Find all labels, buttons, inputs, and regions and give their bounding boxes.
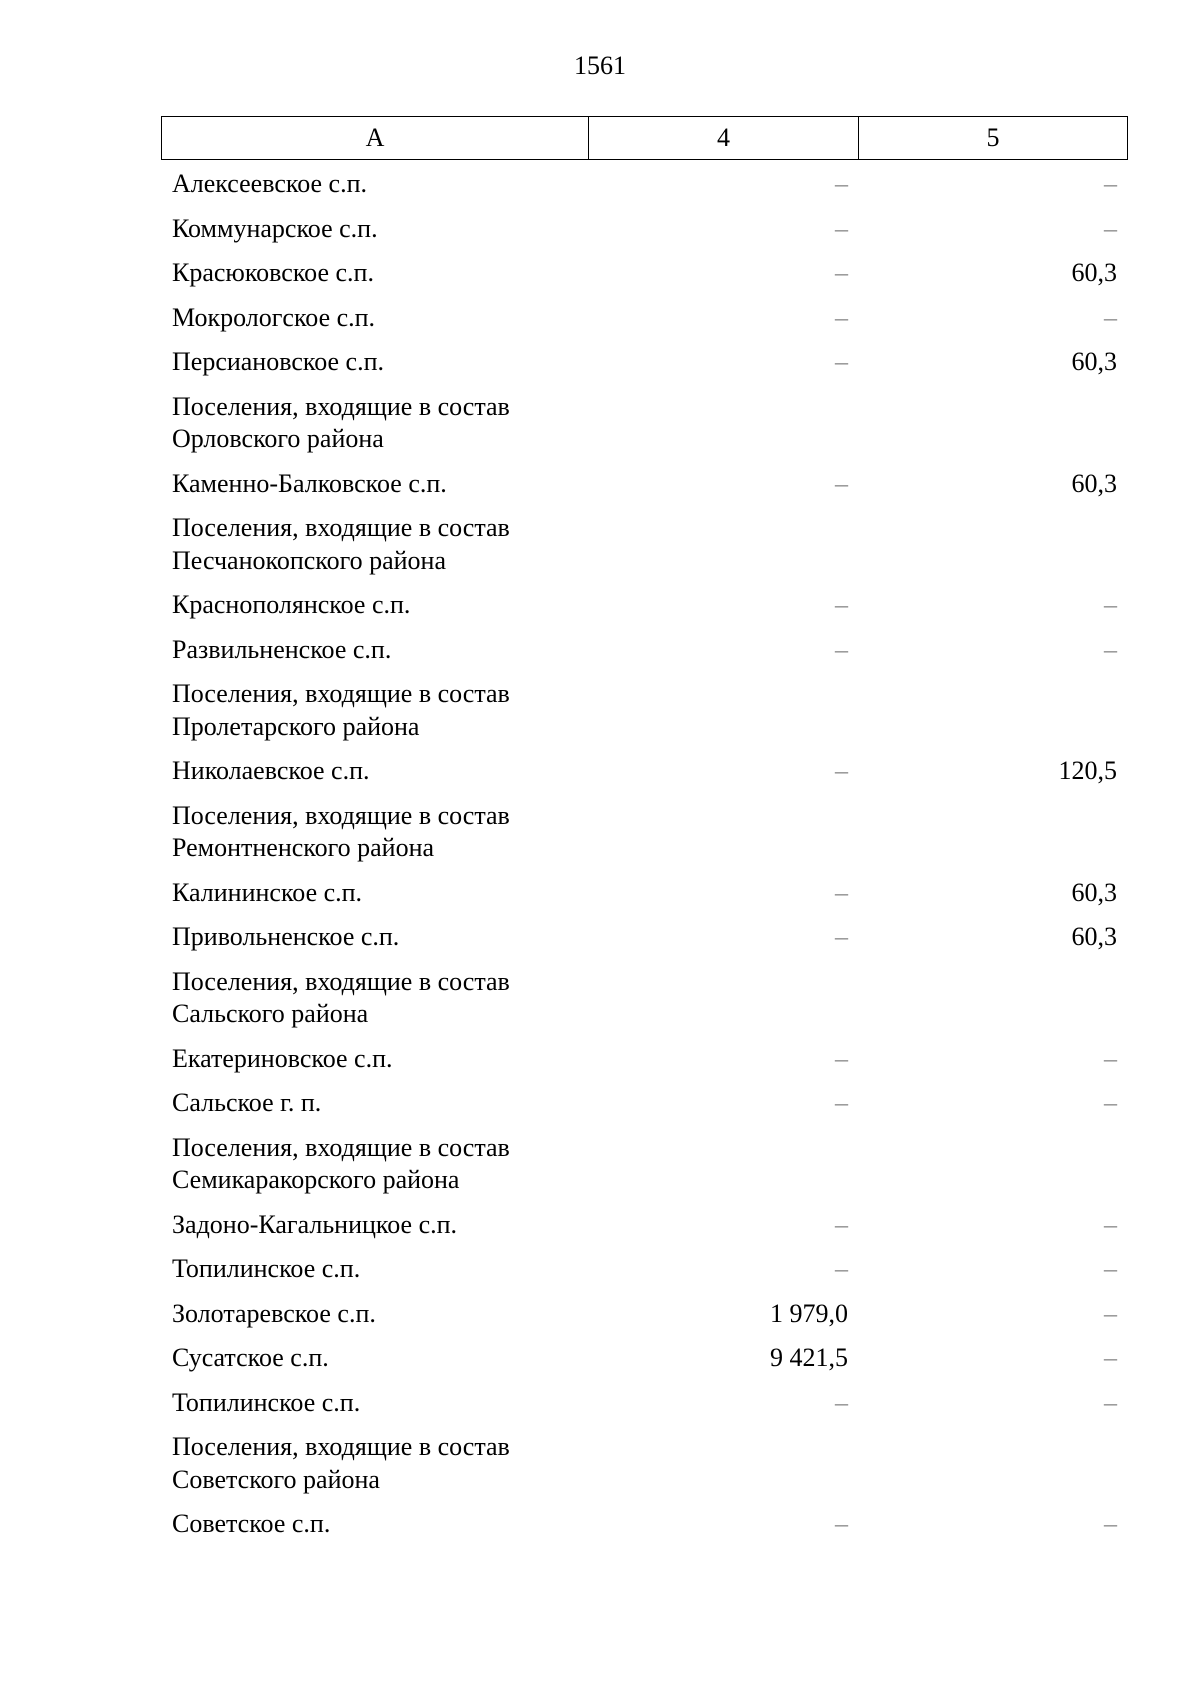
value-col-4: – — [835, 302, 848, 332]
table-row — [161, 1427, 1128, 1504]
settlement-name: Развильненское с.п. — [172, 634, 392, 664]
settlement-name: Николаевское с.п. — [172, 756, 370, 785]
value-col-4: – — [835, 1209, 848, 1239]
settlement-name: Золотаревское с.п. — [172, 1298, 376, 1328]
value-col-4: – — [835, 634, 848, 664]
value-col-5: – — [1104, 1254, 1117, 1283]
settlement-name: Поселения, входящие в состав Советского района — [172, 1432, 510, 1494]
table-row — [161, 1338, 1128, 1383]
value-col-4: – — [835, 756, 848, 785]
table-row — [161, 464, 1128, 509]
settlement-name: Поселения, входящие в состав Семикаракорского района — [172, 1132, 510, 1194]
table-body — [161, 164, 1128, 1549]
table-row — [161, 164, 1128, 209]
settlement-name: Калининское с.п. — [172, 877, 363, 907]
value-col-4: 1 979,0 — [770, 1298, 848, 1328]
settlement-name: Советское с.п. — [172, 1509, 331, 1538]
value-col-4: – — [835, 1509, 848, 1538]
value-col-5: 60,3 — [1071, 347, 1117, 376]
value-col-4: – — [835, 877, 848, 907]
value-col-5: – — [1104, 1209, 1117, 1239]
settlement-name: Задоно-Кагальницкое с.п. — [172, 1209, 458, 1239]
table-header — [161, 116, 1128, 160]
header-col-4: 4 — [589, 117, 859, 159]
table-row — [161, 1083, 1128, 1128]
value-col-4: – — [835, 1088, 848, 1117]
value-col-5: – — [1104, 1088, 1117, 1117]
page-number: 1561 — [574, 51, 626, 80]
table-row — [161, 508, 1128, 585]
settlement-name: Екатериновское с.п. — [172, 1043, 393, 1073]
settlement-name: Коммунарское с.п. — [172, 213, 378, 243]
table-row — [161, 674, 1128, 751]
settlement-name: Топилинское с.п. — [172, 1387, 361, 1417]
table-row — [161, 796, 1128, 873]
value-col-5: – — [1104, 169, 1117, 198]
value-col-5: – — [1104, 1298, 1117, 1328]
settlement-name: Привольненское с.п. — [172, 922, 400, 951]
settlement-name: Сальское г. п. — [172, 1088, 322, 1117]
settlement-name: Сусатское с.п. — [172, 1343, 329, 1372]
settlement-name: Красюковское с.п. — [172, 258, 374, 287]
value-col-4: – — [835, 347, 848, 376]
value-col-5: 60,3 — [1071, 258, 1117, 287]
value-col-5: – — [1104, 1343, 1117, 1372]
header-col-a: А — [162, 117, 589, 159]
value-col-5: 120,5 — [1058, 756, 1117, 785]
table-row — [161, 962, 1128, 1039]
value-col-4: – — [835, 213, 848, 243]
table-row — [161, 209, 1128, 254]
table-row — [161, 1039, 1128, 1084]
settlement-name: Топилинское с.п. — [172, 1254, 361, 1283]
settlement-name: Поселения, входящие в состав Сальского района — [172, 966, 510, 1028]
table-row — [161, 1294, 1128, 1339]
value-col-4: – — [835, 169, 848, 198]
value-col-5: – — [1104, 634, 1117, 664]
value-col-5: – — [1104, 1509, 1117, 1538]
table-row — [161, 751, 1128, 796]
settlement-name: Поселения, входящие в состав Ремонтненского района — [172, 800, 510, 862]
value-col-5: – — [1104, 590, 1117, 619]
settlement-name: Алексеевское с.п. — [172, 169, 367, 198]
value-col-4: – — [835, 1387, 848, 1417]
value-col-5: 60,3 — [1071, 922, 1117, 951]
table-row — [161, 873, 1128, 918]
value-col-5: – — [1104, 213, 1117, 243]
table-row — [161, 253, 1128, 298]
value-col-4: – — [835, 590, 848, 619]
value-col-4: – — [835, 258, 848, 287]
table-row — [161, 1205, 1128, 1250]
settlement-name: Персиановское с.п. — [172, 347, 385, 376]
value-col-4: – — [835, 1043, 848, 1073]
table-row — [161, 1504, 1128, 1549]
value-col-5: 60,3 — [1071, 468, 1117, 498]
value-col-5: – — [1104, 1043, 1117, 1073]
value-col-5: – — [1104, 1387, 1117, 1417]
value-col-4: – — [835, 1254, 848, 1283]
settlement-name: Поселения, входящие в состав Песчанокопского района — [172, 513, 510, 575]
settlement-name: Поселения, входящие в состав Орловского района — [172, 391, 510, 453]
table-row — [161, 1128, 1128, 1205]
settlement-name: Поселения, входящие в состав Пролетарского района — [172, 679, 510, 741]
table-row — [161, 298, 1128, 343]
value-col-4: 9 421,5 — [770, 1343, 848, 1372]
table-row — [161, 1383, 1128, 1428]
table-row — [161, 342, 1128, 387]
table-row — [161, 1249, 1128, 1294]
table-row — [161, 585, 1128, 630]
table-row — [161, 917, 1128, 962]
settlement-name: Краснополянское с.п. — [172, 590, 411, 619]
value-col-5: 60,3 — [1071, 877, 1117, 907]
value-col-4: – — [835, 468, 848, 498]
table-row — [161, 630, 1128, 675]
value-col-5: – — [1104, 302, 1117, 332]
header-col-5: 5 — [986, 123, 1000, 152]
settlement-name: Мокрологское с.п. — [172, 302, 376, 332]
value-col-4: – — [835, 922, 848, 951]
settlement-name: Каменно-Балковское с.п. — [172, 468, 447, 498]
table-row — [161, 387, 1128, 464]
